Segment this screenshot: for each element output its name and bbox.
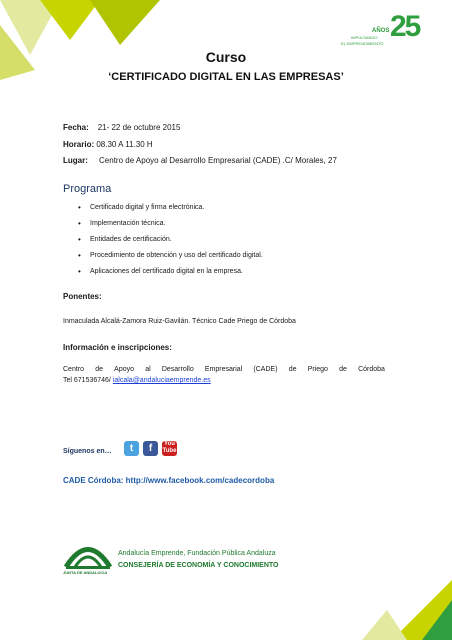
phone: Tel 671536746/	[63, 377, 111, 384]
anniversary-logo	[338, 10, 438, 52]
horario-row	[63, 140, 153, 149]
fecha-label: Fecha:	[63, 123, 89, 132]
siguenos-label: Síguenos en…	[63, 448, 112, 455]
corner-decoration-bottom	[362, 580, 452, 640]
email-link[interactable]: ialcala@andaluciaemprende.es	[112, 377, 211, 384]
course-name: ‘CERTIFICADO DIGITAL EN LAS EMPRESAS’	[108, 71, 344, 83]
inscripciones-contact	[63, 377, 211, 384]
logo-number: 25	[390, 10, 420, 43]
logo-line1: IMPULSANDO	[351, 35, 378, 40]
programa-heading: Programa	[63, 183, 112, 195]
inscripciones-address: Centro de Apoyo al Desarrollo Empresarial (CADE) de Priego de Córdoba	[63, 366, 385, 373]
lugar-label: Lugar:	[63, 156, 88, 165]
cade-facebook-link[interactable]: CADE Córdoba: http://www.facebook.com/cadecordoba	[63, 476, 275, 485]
inscripciones-heading: Información e inscripciones:	[63, 343, 172, 352]
list-item: • Procedimiento de obtención y uso del certificado digital.	[78, 251, 263, 260]
ponentes-text: Inmaculada Alcalá-Zamora Ruiz-Gavilán. Técnico Cade Priego de Córdoba	[63, 318, 296, 325]
logo-anos: AÑOS	[372, 28, 390, 34]
corner-decoration-top	[0, 0, 160, 80]
fecha-value: 21- 22 de octubre 2015	[97, 123, 181, 132]
list-item: • Entidades de certificación.	[78, 235, 172, 244]
programa-list	[78, 203, 263, 283]
list-item: • Certificado digital y firma electrónica.	[78, 203, 205, 212]
youtube-icon[interactable]: You Tube	[162, 441, 177, 454]
fecha-row	[63, 123, 180, 132]
lugar-value: Centro de Apoyo al Desarrollo Empresarial (CADE) .C/ Morales, 27	[99, 156, 337, 165]
page-title: Curso	[205, 49, 247, 65]
ponentes-heading: Ponentes:	[63, 292, 102, 301]
junta-caption: JUNTA DE ANDALUCIA	[63, 570, 108, 575]
lugar-row	[63, 156, 337, 165]
list-item: • Aplicaciones del certificado digital en la empresa.	[78, 267, 243, 276]
facebook-icon[interactable]: f	[143, 441, 158, 456]
footer-line1: Andalucía Emprende, Fundación Pública Andaluza	[118, 550, 276, 557]
horario-label: Horario:	[63, 140, 95, 149]
footer-line2: CONSEJERÍA DE ECONOMÍA Y CONOCIMIENTO	[118, 562, 279, 569]
horario-value: 08.30 A 11.30 H	[96, 140, 153, 149]
logo-line2: EL EMPRENDIMIENTO	[341, 41, 384, 46]
list-item: • Implementación técnica.	[78, 219, 166, 228]
twitter-icon[interactable]: t	[124, 441, 139, 456]
